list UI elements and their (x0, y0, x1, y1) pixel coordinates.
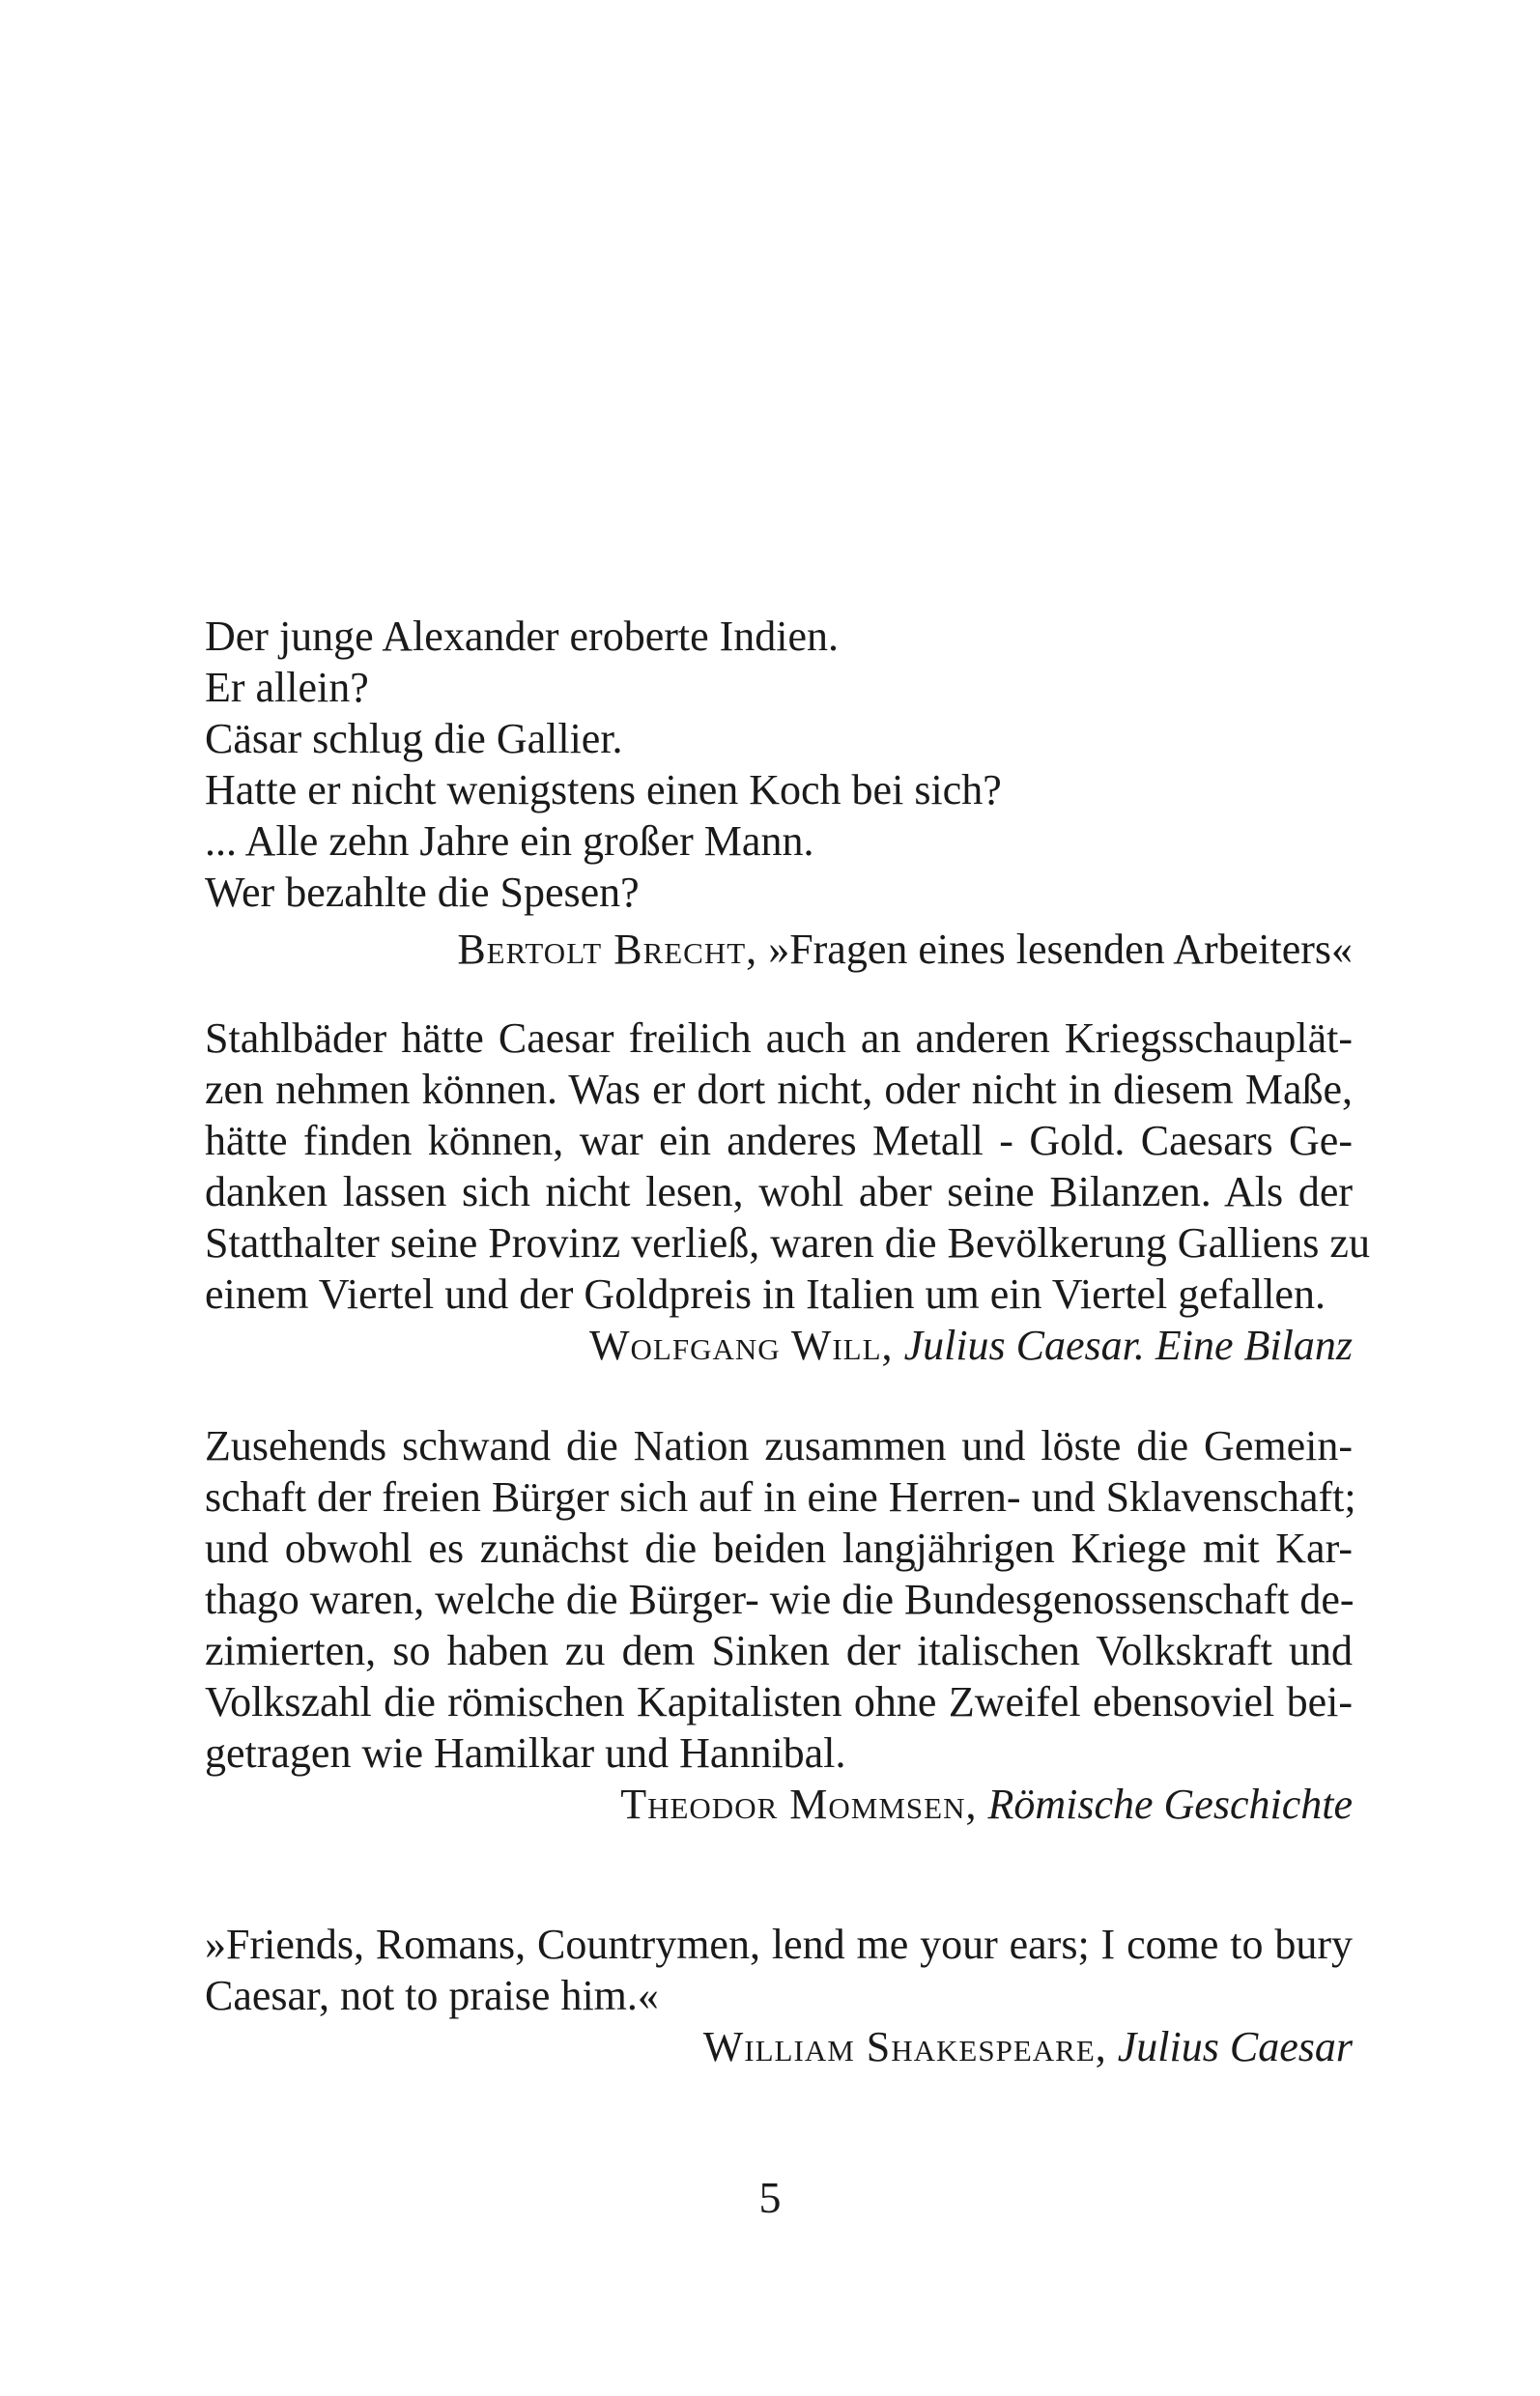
author-name: William Shakespeare, (702, 2023, 1107, 2070)
quote-paragraph (205, 1420, 1356, 1779)
work-title: Julius Caesar. Eine Bilanz (903, 1322, 1353, 1369)
quote-line: Stahlbäder hätte Caesar freilich auch an anderen Kriegsschauplät- (205, 1014, 1353, 1062)
poem-line: Wer bezahlte die Spesen? (205, 869, 640, 916)
work-title: Römische Geschichte (987, 1781, 1353, 1828)
poem-line: Cäsar schlug die Gallier. (205, 715, 623, 762)
poem-line: ... Alle zehn Jahre ein großer Mann. (205, 817, 814, 865)
quote-line: Statthalter seine Provinz verließ, waren die Bevölkerung Galliens zu (205, 1219, 1370, 1267)
epigraph-brecht (205, 611, 1353, 975)
quote-line: Volkszahl die römischen Kapitalisten ohne Zweifel ebensoviel bei- (205, 1678, 1353, 1726)
epigraph-shakespeare (205, 1919, 1353, 2072)
quote-line: einem Viertel und der Goldpreis in Italien um ein Viertel gefallen. (205, 1270, 1326, 1318)
attribution-will (205, 1320, 1353, 1371)
work-title: »Fragen eines lesenden Arbeiters« (768, 926, 1353, 973)
quote-line: Caesar, not to praise him.« (205, 1972, 659, 2019)
quote-paragraph (205, 1013, 1370, 1320)
quote-line: schaft der freien Bürger sich auf in eine Herren- und Sklavenschaft; (205, 1473, 1356, 1521)
quote-line: »Friends, Romans, Countrymen, lend me your ears; I come to bury (205, 1921, 1353, 1968)
page-number: 5 (758, 2173, 782, 2222)
attribution-mommsen (205, 1779, 1353, 1830)
quote-line: Zusehends schwand die Nation zusammen und löste die Gemein- (205, 1422, 1353, 1469)
quote-line: zimierten, so haben zu dem Sinken der italischen Volkskraft und (205, 1627, 1353, 1674)
poem-line: Hatte er nicht wenigstens einen Koch bei sich? (205, 766, 1002, 813)
quote-line: hätte finden können, war ein anderes Metall - Gold. Caesars Ge- (205, 1117, 1353, 1164)
quote-line: danken lassen sich nicht lesen, wohl aber seine Bilanzen. Als der (205, 1168, 1353, 1215)
author-name: Bertolt Brecht, (457, 926, 758, 973)
work-title: Julius Caesar (1117, 2023, 1353, 2070)
poem-line: Der junge Alexander eroberte Indien. (205, 613, 840, 660)
poem-line: Er allein? (205, 664, 369, 711)
epigraph-mommsen (205, 1420, 1356, 1830)
quote-line: getragen wie Hamilkar und Hannibal. (205, 1729, 846, 1777)
quote-paragraph (205, 1919, 1353, 2021)
quote-line: und obwohl es zunächst die beiden langjährigen Kriege mit Kar- (205, 1525, 1353, 1572)
author-name: Wolfgang Will, (588, 1322, 894, 1369)
quote-line: zen nehmen können. Was er dort nicht, oder nicht in diesem Maße, (205, 1066, 1353, 1113)
epigraph-will (205, 1013, 1370, 1371)
quote-line: thago waren, welche die Bürger- wie die Bundesgenossenschaft de- (205, 1576, 1355, 1623)
attribution-shakespeare (205, 2021, 1353, 2072)
author-name: Theodor Mommsen, (620, 1781, 978, 1828)
attribution-brecht (205, 924, 1353, 975)
